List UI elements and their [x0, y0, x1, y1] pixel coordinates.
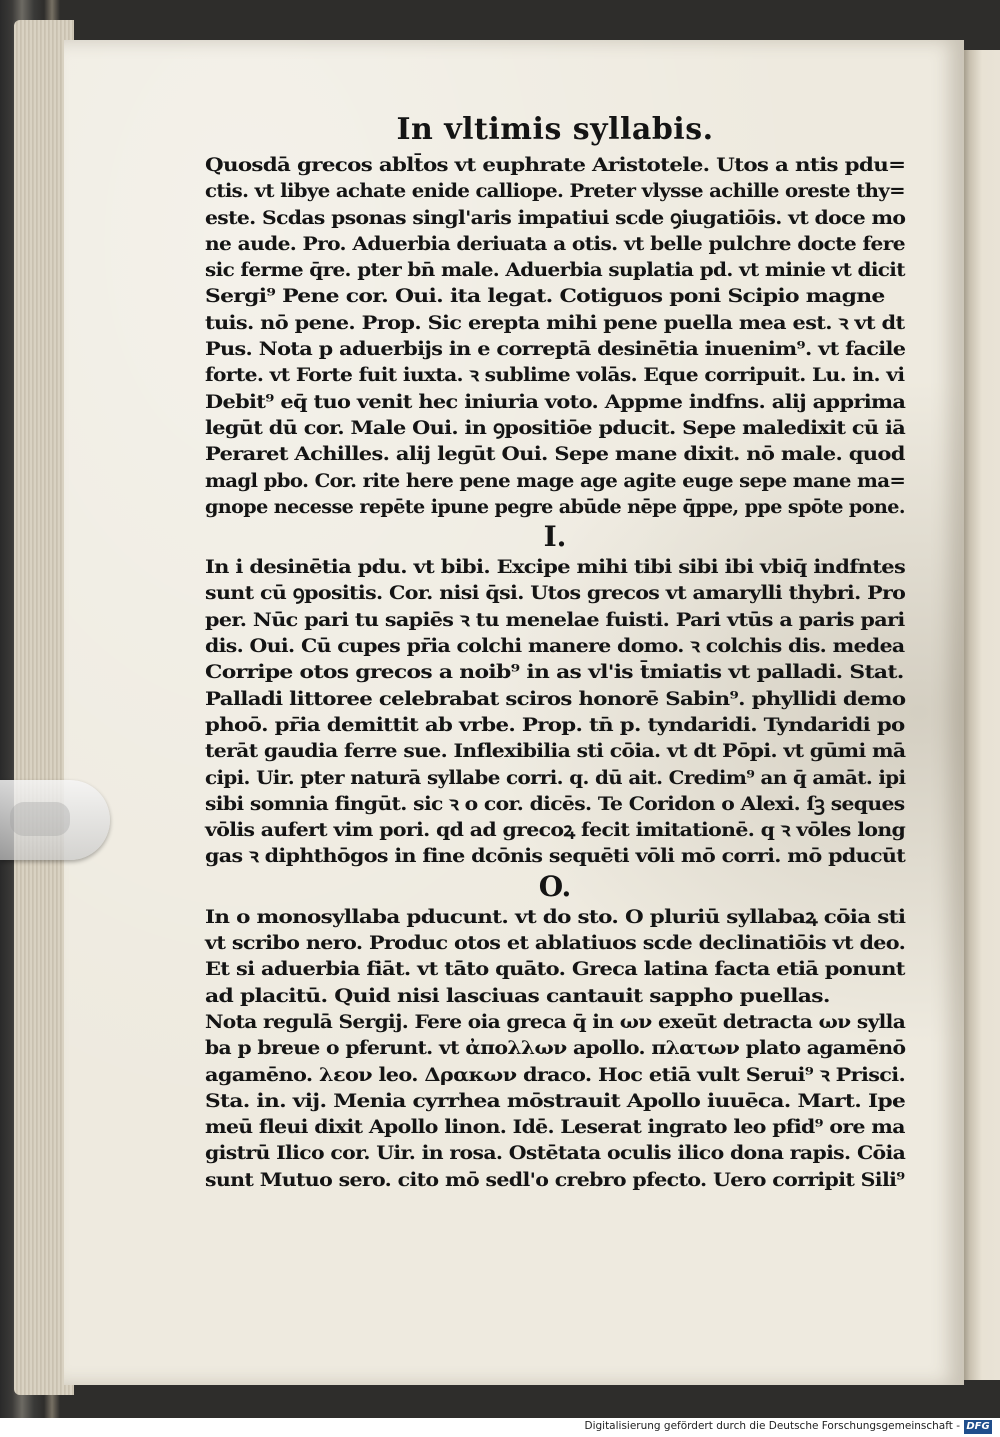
- text-line: Debit⁹ eq̄ tuo venit hec iniuria voto. Appme indfns. alij apprima: [205, 390, 906, 413]
- book-clip: [0, 780, 110, 860]
- paragraph-i-endings: [205, 554, 905, 870]
- text-line: sibi somnia fingūt. sic ꝛ o cor. dicēs. Te Coridon o Alexi. ſꝫ seques: [205, 792, 905, 815]
- text-line: sunt Mutuo sero. cito mō sedl'o crebro pfecto. Uero corripit Sili⁹: [205, 1168, 905, 1191]
- text-line: terāt gaudia ferre sue. Inflexibilia sti cōia. vt dt Pōpi. vt gūmi mā: [205, 740, 906, 763]
- text-line: ad placitū. Quid nisi lasciuas cantauit sappho puellas.: [205, 984, 830, 1007]
- text-line: Palladi littoree celebrabat sciros honorē Sabin⁹. phyllidi demo: [205, 687, 906, 710]
- text-line: Et si aduerbia fiāt. vt tāto quāto. Greca latina facta etiā ponunt: [205, 958, 905, 981]
- text-line: Quosdā grecos ablt̄os vt euphrate Aristotele. Utos a ntis pdu=: [205, 154, 906, 176]
- text-line: vt scribo nero. Produc otos et ablatiuos scde declinatiōis vt deo.: [205, 932, 906, 955]
- text-line: gistrū Ilico cor. Uir. in rosa. Ostētata oculis ilico dona rapis. Cōia: [205, 1142, 906, 1165]
- text-line: In i desinētia pdu. vt bibi. Excipe mihi tibi sibi ibi vbiq̄ indfntes: [205, 556, 906, 579]
- text-line: Peraret Achilles. alij legūt Oui. Sepe mane dixit. nō male. quod: [205, 443, 905, 466]
- text-line: vōlis aufert vim pori. qd ad grecoꝝ fecit imitationē. q ꝛ vōles long: [205, 819, 906, 842]
- page-heading: In vltimis syllabis.: [396, 112, 714, 147]
- text-line: per. Nūc pari tu sapiēs ꝛ tu menelae fuisti. Pari vtūs a paris pari: [205, 608, 905, 631]
- book-clip-hole: [10, 802, 70, 836]
- text-line: ba p breue o pferunt. vt ἀπολλων apollo. πλατων plato agamēnō: [205, 1037, 906, 1060]
- dfg-logo[interactable]: DFG: [964, 1420, 992, 1434]
- funding-credit: Digitalisierung gefördert durch die Deutsche Forschungsgemeinschaft -: [584, 1420, 960, 1432]
- text-line: magl pbo. Cor. rite here pene mage age agite euge sepe mane ma=: [205, 469, 906, 492]
- digitization-footer: [0, 1418, 1000, 1437]
- text-line: dis. Oui. Cū cupes pr̄ia colchi manere domo. ꝛ colchis dis. medea: [205, 635, 905, 658]
- text-line: sunt cū ꝯpositis. Cor. nisi q̄si. Utos grecos vt amarylli thybri. Pro: [205, 582, 906, 605]
- text-line: In o monosyllaba pducunt. vt do sto. O pluriū syllabaꝝ cōia sti: [205, 905, 906, 928]
- text-line: agamēno. λεον leo. Δρακων draco. Hoc etiā vult Serui⁹ ꝛ Prisci.: [205, 1063, 906, 1086]
- text-line: sic ferme q̄re. pter bn̄ male. Aduerbia suplatia pd. vt minie vt dicit: [205, 259, 905, 282]
- text-line: este. Scdas psonas singl'aris impatiui scde ꝯiugatiōis. vt doce mo: [205, 206, 906, 229]
- paragraph-e-endings: [205, 152, 905, 520]
- section-letter-o: O.: [538, 869, 572, 903]
- text-line: forte. vt Forte fuit iuxta. ꝛ sublime volās. Eque corripuit. Lu. in. vi: [205, 364, 905, 387]
- text-line: meū fleui dixit Apollo linon. Idē. Leserat ingrato leo pfid⁹ ore ma: [205, 1116, 905, 1139]
- text-line: ne aude. Pro. Aduerbia deriuata a otis. vt belle pulchre docte fere: [205, 232, 905, 255]
- section-letter-i: I.: [543, 520, 567, 554]
- text-line: gnope necesse repēte ipune pegre abūde nēpe q̄ppe, ppe spōte pone.: [205, 495, 905, 518]
- text-line: legūt dū cor. Male Oui. in ꝯpositiōe pducit. Sepe maledixit cū iā: [205, 416, 906, 439]
- text-line: cipi. Uir. pter naturā syllabe corri. q. dū ait. Credim⁹ an q̄ amāt. ipi: [205, 766, 906, 789]
- page-text-block: [205, 110, 905, 1193]
- text-line: Corripe otos grecos a noib⁹ in as vl'is t̄miatis vt palladi. Stat.: [205, 661, 904, 684]
- text-line: tuis. nō pene. Prop. Sic erepta mihi pene puella mea est. ꝛ vt dt: [205, 311, 905, 334]
- text-line: Pus. Nota p aduerbijs in e correptā desinētia inuenim⁹. vt facile: [205, 338, 906, 361]
- text-line: gas ꝛ diphthōgos in fine dcōnis sequēti vōli mō corri. mō pducūt: [205, 845, 906, 868]
- paragraph-o-endings: [205, 904, 905, 1193]
- text-line: Nota regulā Sergij. Fere oia greca q̄ in ων exeūt detracta ων sylla: [205, 1010, 906, 1033]
- text-line: Sta. in. vij. Menia cyrrhea mōstrauit Apollo iuuēca. Mart. Ipe: [205, 1089, 906, 1112]
- text-line: phoō. pr̄ia demittit ab vrbe. Prop. tn̄ p. tyndaridi. Tyndaridi po: [205, 713, 905, 736]
- text-line: Sergi⁹ Pene cor. Oui. ita legat. Cotiguos poni Scipio magne: [205, 285, 885, 308]
- text-line: ctis. vt libye achate enide calliope. Preter vlysse achille oreste thy=: [205, 180, 906, 203]
